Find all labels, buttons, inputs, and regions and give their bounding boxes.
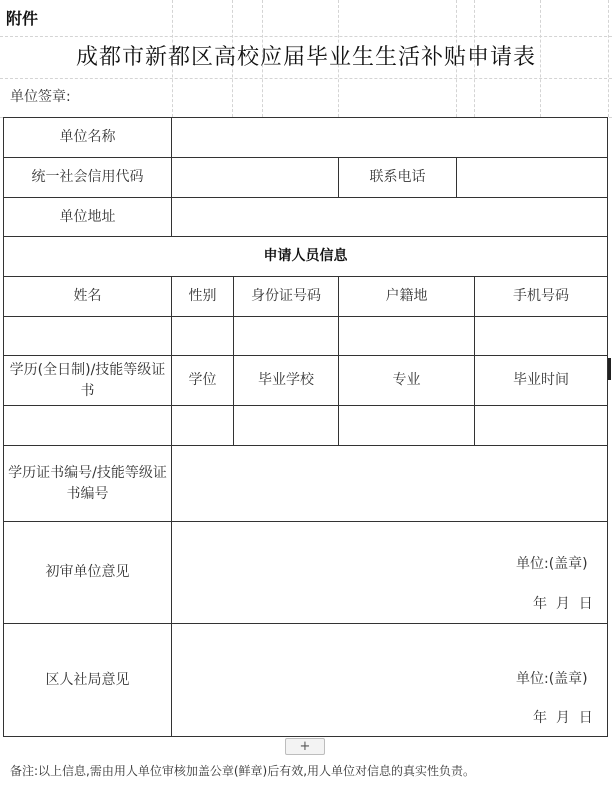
first-review-label: 初审单位意见 xyxy=(3,521,172,624)
contact-phone-label: 联系电话 xyxy=(338,157,457,198)
annex-label: 附件 xyxy=(6,9,39,28)
gridline xyxy=(0,36,612,37)
first-review-date-text: 年 月 日 xyxy=(533,596,593,612)
education-field[interactable] xyxy=(3,405,172,446)
unit-name-field[interactable] xyxy=(171,117,608,158)
column-header-major: 专业 xyxy=(338,355,475,406)
footer-note: 备注:以上信息,需由用人单位审核加盖公章(鲜章)后有效,用人单位对信息的真实性负责。 xyxy=(10,764,476,778)
school-field[interactable] xyxy=(233,405,339,446)
column-header-education: 学历(全日制)/技能等级证书 xyxy=(3,355,172,406)
scroll-marker xyxy=(608,358,611,380)
district-review-date-text: 年 月 日 xyxy=(533,710,593,726)
contact-phone-field[interactable] xyxy=(456,157,608,198)
major-field[interactable] xyxy=(338,405,475,446)
page-title: 成都市新都区高校应届毕业生生活补贴申请表 xyxy=(75,45,536,70)
unit-address-label: 单位地址 xyxy=(3,197,172,237)
gender-field[interactable] xyxy=(171,316,234,356)
column-header-school: 毕业学校 xyxy=(233,355,339,406)
application-form xyxy=(3,117,608,737)
household-field[interactable] xyxy=(338,316,475,356)
column-header-mobile: 手机号码 xyxy=(474,276,608,317)
column-header-id-number: 身份证号码 xyxy=(233,276,339,317)
column-header-gender: 性别 xyxy=(171,276,234,317)
cert-number-field[interactable] xyxy=(171,445,608,522)
unit-name-label: 单位名称 xyxy=(3,117,172,158)
mobile-field[interactable] xyxy=(474,316,608,356)
graduation-date-field[interactable] xyxy=(474,405,608,446)
first-review-seal-text: 单位:(盖章) xyxy=(516,556,588,572)
column-header-degree: 学位 xyxy=(171,355,234,406)
column-header-graduation-date: 毕业时间 xyxy=(474,355,608,406)
credit-code-label: 统一社会信用代码 xyxy=(3,157,172,198)
add-row-button[interactable]: + xyxy=(285,738,325,755)
degree-field[interactable] xyxy=(171,405,234,446)
unit-seal-label: 单位签章: xyxy=(10,89,71,105)
district-review-label: 区人社局意见 xyxy=(3,623,172,737)
cert-number-label: 学历证书编号/技能等级证书编号 xyxy=(3,445,172,522)
name-field[interactable] xyxy=(3,316,172,356)
credit-code-field[interactable] xyxy=(171,157,339,198)
column-header-name: 姓名 xyxy=(3,276,172,317)
applicant-section-header: 申请人员信息 xyxy=(3,236,608,277)
id-number-field[interactable] xyxy=(233,316,339,356)
district-review-seal-text: 单位:(盖章) xyxy=(516,671,588,687)
column-header-household: 户籍地 xyxy=(338,276,475,317)
unit-address-field[interactable] xyxy=(171,197,608,237)
gridline xyxy=(0,78,612,79)
